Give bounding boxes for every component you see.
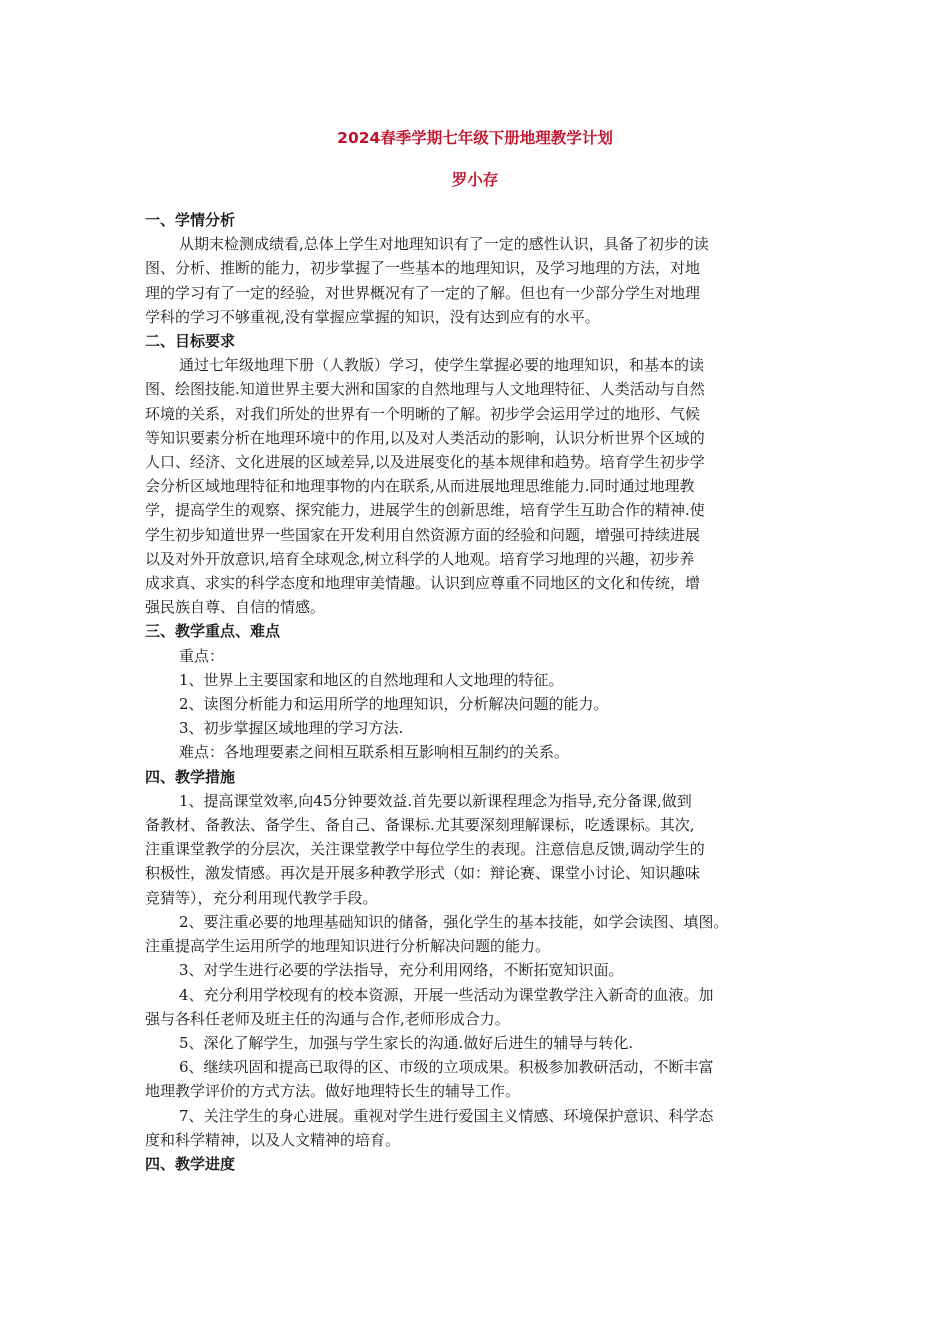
paragraph-line: 重点： [179, 646, 225, 665]
section-key-points [145, 619, 810, 764]
section-heading: 四、教学措施 [145, 767, 236, 786]
paragraph-line: 学科的学习不够重视,没有掌握应掌握的知识，没有达到应有的水平。 [145, 307, 600, 326]
paragraph-line: 1、世界上主要国家和地区的自然地理和人文地理的特征。 [179, 670, 564, 689]
section-goals [145, 329, 810, 619]
paragraph-line: 3、初步掌握区域地理的学习方法. [179, 719, 404, 738]
paragraph-line: 地理教学评价的方式方法。做好地理特长生的辅导工作。 [145, 1082, 521, 1101]
paragraph-line: 6、继续巩固和提高已取得的区、市级的立项成果。积极参加教研活动，不断丰富 [179, 1058, 714, 1077]
paragraph-line: 等知识要素分析在地理环境中的作用,以及对人类活动的影响，认识分析世界个区域的 [145, 428, 705, 447]
section-heading: 一、学情分析 [145, 211, 236, 229]
paragraph-line: 成求真、求实的科学态度和地理审美情趣。认识到应尊重不同地区的文化和传统，增 [145, 574, 701, 593]
document-author: 罗小存 [451, 171, 499, 189]
paragraph-line: 注重课堂教学的分层次，关注课堂教学中每位学生的表现。注意信息反馈,调动学生的 [145, 840, 705, 859]
paragraph-line: 人口、经济、文化进展的区域差异,以及进展变化的基本规律和趋势。培育学生初步学 [145, 453, 705, 472]
paragraph-line: 积极性，激发情感。再次是开展多种教学形式（如：辩论赛、课堂小讨论、知识趣味 [145, 864, 701, 883]
paragraph-line: 学生初步知道世界一些国家在开发利用自然资源方面的经验和问题，增强可持续进展 [145, 525, 701, 544]
document-body [145, 208, 810, 1176]
paragraph-line: 以及对外开放意识,培育全球观念,树立科学的人地观。培育学习地理的兴趣，初步养 [145, 549, 695, 568]
paragraph-line: 会分析区域地理特征和地理事物的内在联系,从而进展地理思维能力.同时通过地理教 [145, 477, 695, 496]
paragraph-line: 图、绘图技能.知道世界主要大洲和国家的自然地理与人文地理特征、人类活动与自然 [145, 380, 705, 399]
paragraph-line: 学，提高学生的观察、探究能力，进展学生的创新思维，培育学生互助合作的精神.使 [145, 501, 705, 520]
paragraph-line: 从期末检测成绩看,总体上学生对地理知识有了一定的感性认识，具备了初步的读 [179, 235, 709, 254]
section-heading: 四、教学进度 [145, 1154, 236, 1173]
paragraph-line: 强民族自尊、自信的情感。 [145, 598, 326, 617]
section-heading: 二、目标要求 [145, 332, 236, 351]
paragraph-line: 图、分析、推断的能力，初步掌握了一些基本的地理知识，及学习地理的方法，对地 [145, 259, 701, 278]
section-learning-analysis [145, 208, 810, 329]
paragraph-line: 5、深化了解学生，加强与学生家长的沟通.做好后进生的辅导与转化. [179, 1033, 634, 1052]
section-heading: 三、教学重点、难点 [145, 622, 281, 641]
paragraph-line: 环境的关系，对我们所处的世界有一个明晰的了解。初步学会运用学过的地形、气候 [145, 404, 701, 423]
paragraph-line: 通过七年级地理下册（人教版）学习，使学生掌握必要的地理知识，和基本的读 [179, 356, 705, 375]
paragraph-line: 2、要注重必要的地理基础知识的储备，强化学生的基本技能，如学会读图、填图。 [179, 912, 729, 931]
paragraph-line: 1、提高课堂效率,向45分钟要效益.首先要以新课程理念为指导,充分备课,做到 [179, 791, 692, 810]
paragraph-line: 注重提高学生运用所学的地理知识进行分析解决问题的能力。 [145, 937, 551, 956]
paragraph-line: 7、关注学生的身心进展。重视对学生进行爱国主义情感、环境保护意识、科学态 [179, 1106, 714, 1125]
paragraph-line: 4、充分利用学校现有的校本资源，开展一些活动为课堂教学注入新奇的血液。加 [179, 985, 714, 1004]
section-teaching-measures [145, 765, 810, 1152]
paragraph-line: 竞猜等），充分利用现代教学手段。 [145, 888, 378, 907]
paragraph-line: 度和科学精神，以及人文精神的培育。 [145, 1130, 401, 1149]
paragraph-line: 备教材、备教法、备学生、备自己、备课标.尤其要深刻理解课标，吃透课标。其次, [145, 816, 695, 835]
paragraph-line: 2、读图分析能力和运用所学的地理知识，分析解决问题的能力。 [179, 695, 609, 714]
paragraph-line: 3、对学生进行必要的学法指导，充分利用网络，不断拓宽知识面。 [179, 961, 624, 980]
paragraph-line: 强与各科任老师及班主任的沟通与合作,老师形成合力。 [145, 1009, 510, 1028]
paragraph-line: 理的学习有了一定的经验，对世界概况有了一定的了解。但也有一少部分学生对地理 [145, 283, 701, 302]
paragraph-line: 难点：各地理要素之间相互联系相互影响相互制约的关系。 [179, 743, 570, 762]
section-teaching-schedule [145, 1152, 810, 1176]
document-title: 2024春季学期七年级下册地理教学计划 [337, 129, 613, 147]
